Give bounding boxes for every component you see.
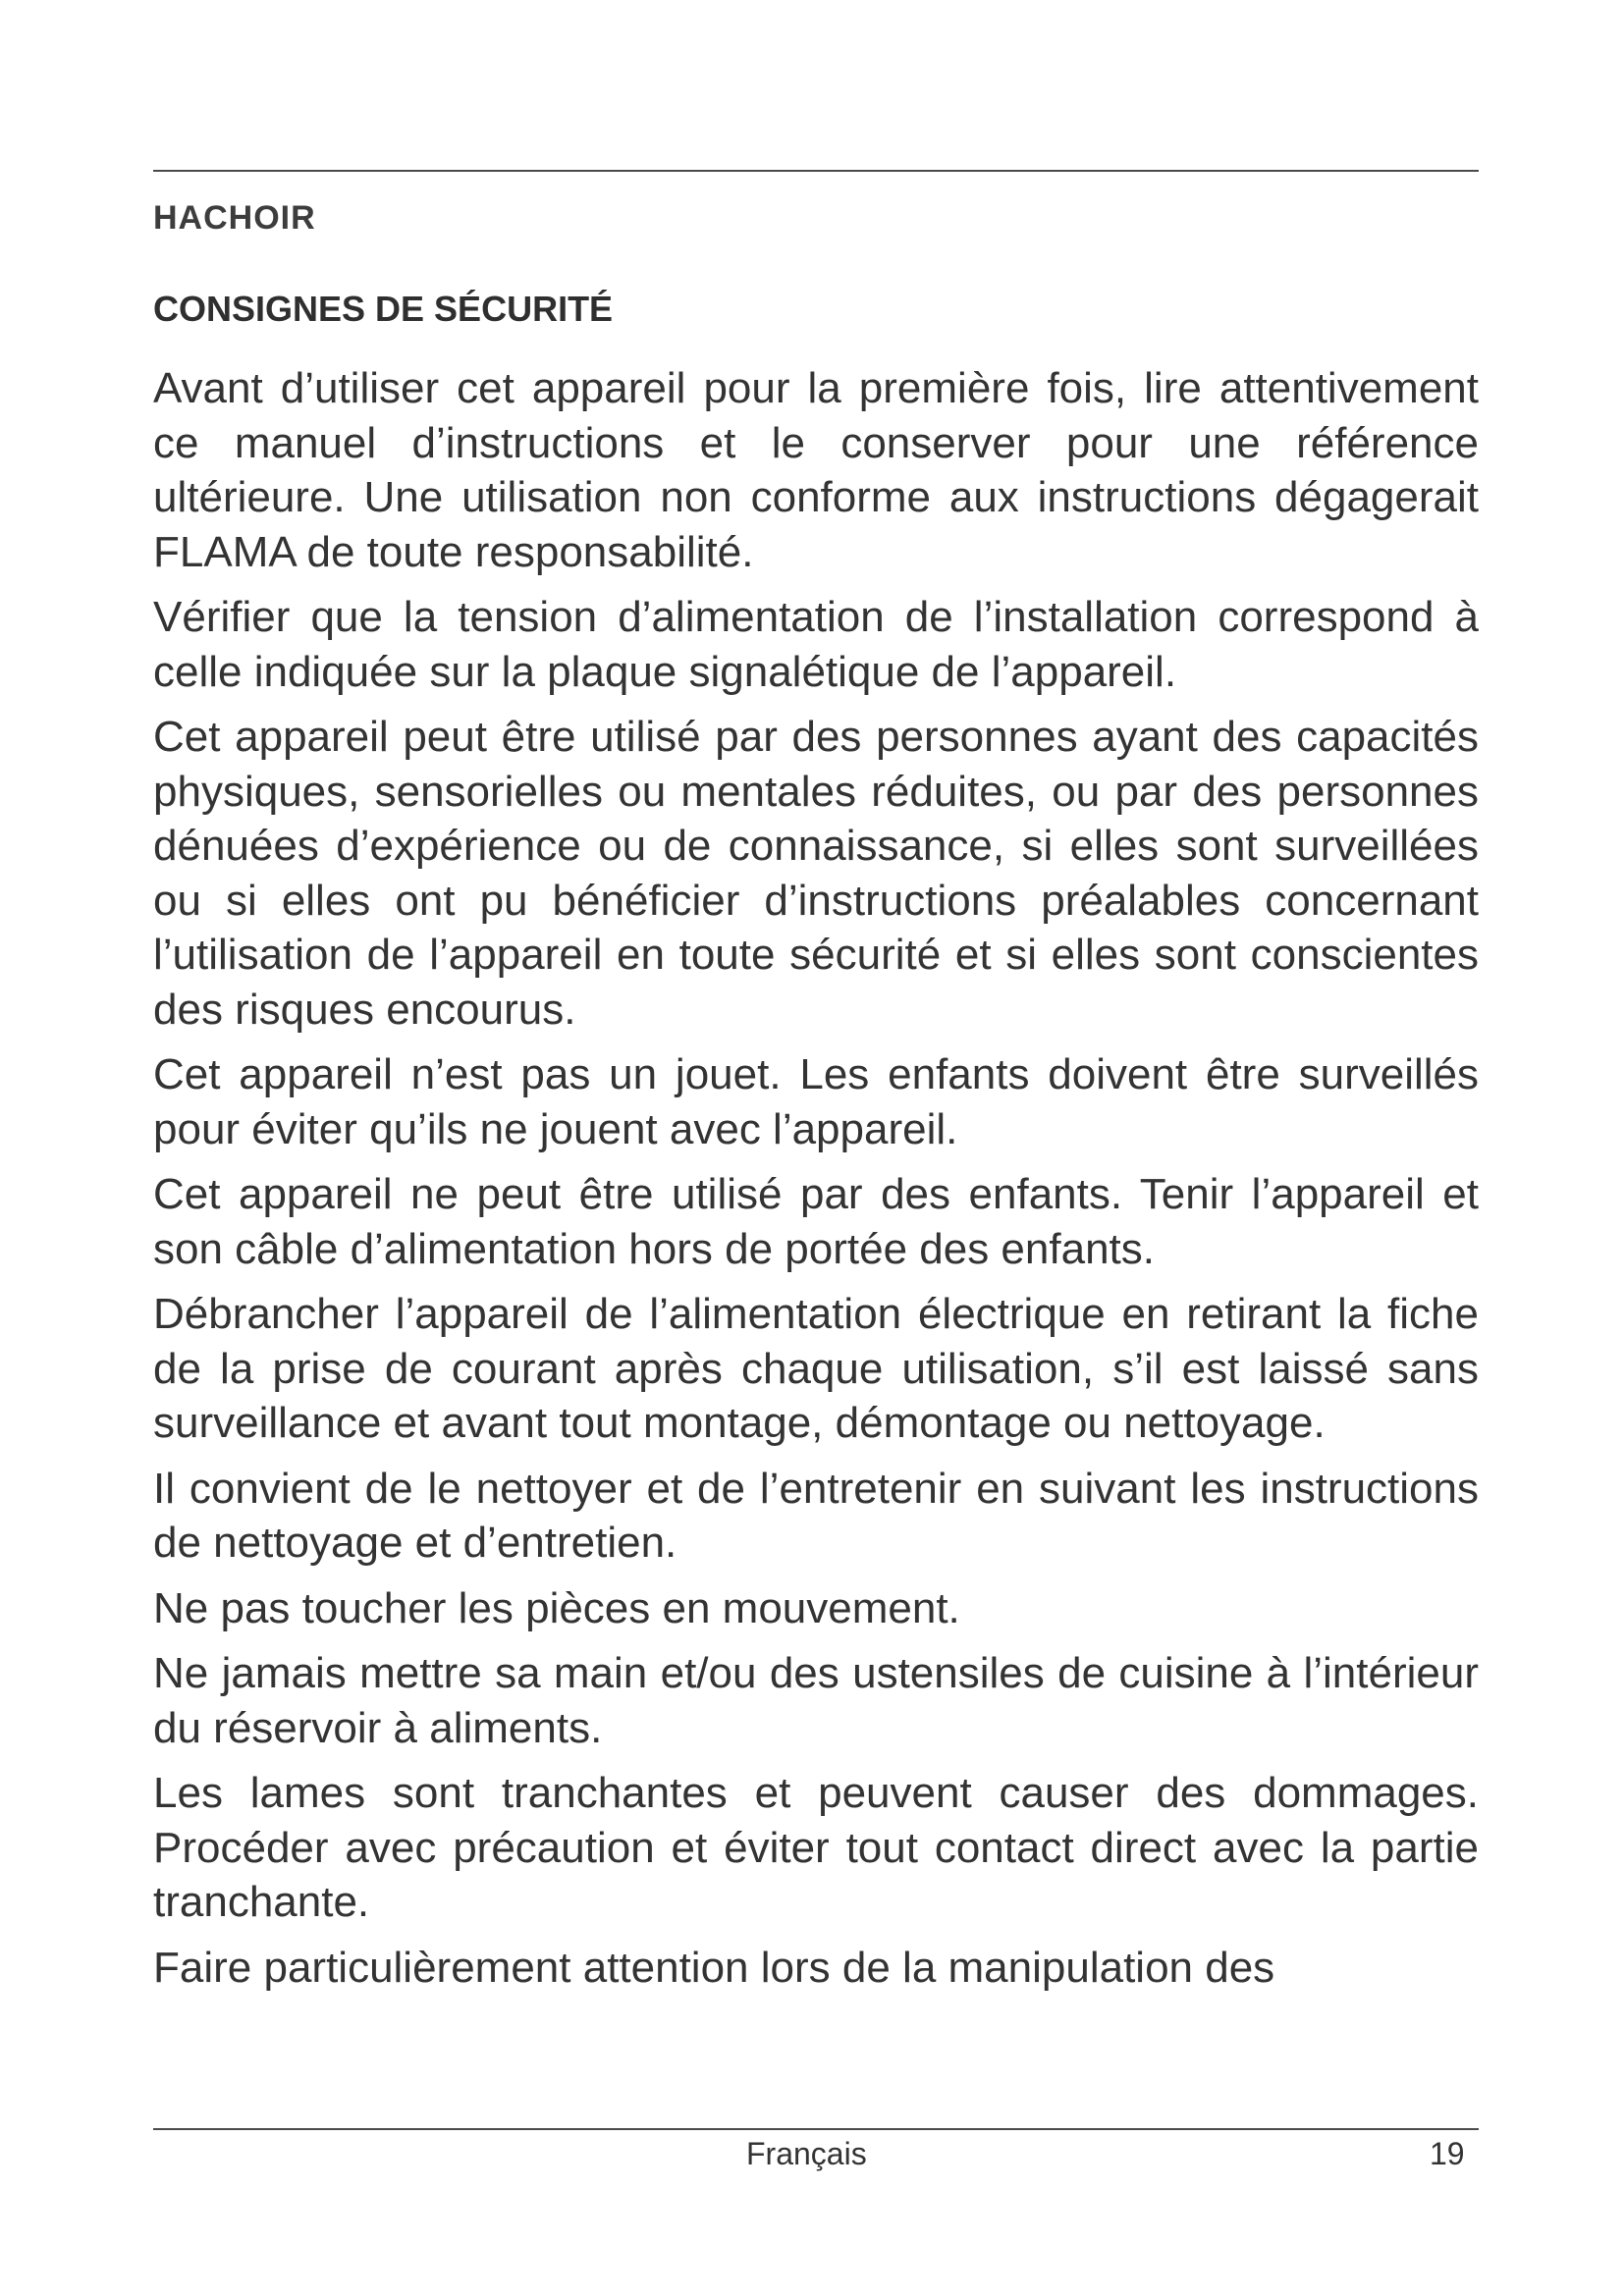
paragraph-moving-parts: Ne pas toucher les pièces en mouvement. bbox=[153, 1583, 960, 1632]
paragraph-children: Cet appareil ne peut être utilisé par des enfants. Tenir l’appareil et son câble d’alimentation hors de portée des enfants. bbox=[153, 1170, 1479, 1273]
footer-divider bbox=[153, 2128, 1479, 2130]
paragraph-sharp-blades: Les lames sont tranchantes et peuvent causer des dommages. Procéder avec précaution et éviter tout contact direct avec la partie tranchante. bbox=[153, 1769, 1479, 1926]
page-title: CONSIGNES DE SÉCURITÉ bbox=[153, 289, 614, 329]
safety-instructions-body bbox=[153, 361, 1479, 2005]
paragraph-unplug: Débrancher l’appareil de l’alimentation électrique en retirant la fiche de la prise de courant après chaque utilisation, s’il est laissé sans surveillance et avant tout montage, démontage ou nettoyage. bbox=[153, 1290, 1479, 1447]
section-label: HACHOIR bbox=[153, 199, 316, 237]
footer-language: Français bbox=[746, 2136, 867, 2171]
paragraph-not-a-toy: Cet appareil n’est pas un jouet. Les enfants doivent être surveillés pour éviter qu’ils ne jouent avec l’appareil. bbox=[153, 1050, 1479, 1153]
paragraph-cleaning: Il convient de le nettoyer et de l’entretenir en suivant les instructions de nettoyage et d’entretien. bbox=[153, 1464, 1479, 1567]
paragraph-hands-in-reservoir: Ne jamais mettre sa main et/ou des ustensiles de cuisine à l’intérieur du réservoir à aliments. bbox=[153, 1649, 1479, 1752]
paragraph-before-use: Avant d’utiliser cet appareil pour la première fois, lire attentivement ce manuel d’instructions et le conserver pour une référence ultérieure. Une utilisation non conforme aux instructions dégagerait FLAMA de toute responsabilité. bbox=[153, 364, 1479, 576]
paragraph-handling-care: Faire particulièrement attention lors de la manipulation des bbox=[153, 1943, 1275, 1992]
paragraph-voltage-check: Vérifier que la tension d’alimentation de l’installation correspond à celle indiquée sur la plaque signalétique de l’appareil. bbox=[153, 593, 1479, 696]
page-number: 19 bbox=[1430, 2136, 1465, 2171]
header-divider bbox=[153, 170, 1479, 172]
paragraph-reduced-capacities: Cet appareil peut être utilisé par des personnes ayant des capacités physiques, sensorielles ou mentales réduites, ou par des personnes dénuées d’expérience ou de connaissance, si elles sont surveillées ou si elles ont pu bénéficier d’instructions préalables concernant l’utilisation de l’appareil en toute sécurité et si elles sont conscientes des risques encourus. bbox=[153, 713, 1479, 1034]
